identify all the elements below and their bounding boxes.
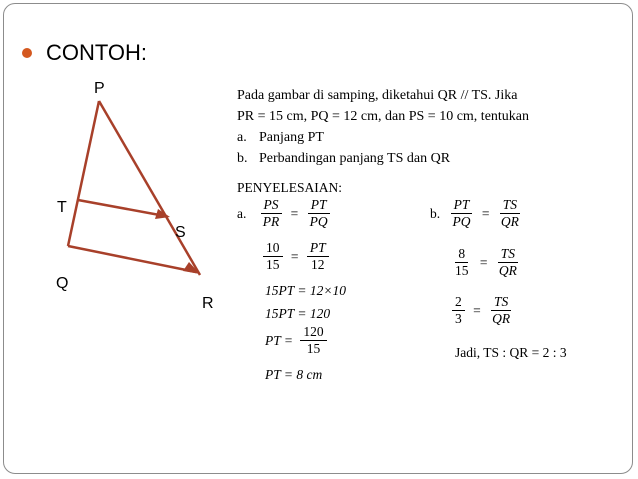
label-Q: Q (56, 275, 69, 292)
frac-den: 3 (455, 311, 462, 326)
part-a-step3: 15PT = 12×10 (265, 283, 346, 298)
item-a-text: Panjang PT (259, 130, 324, 145)
equals-sign: = (479, 254, 488, 270)
frac-num: TS (498, 246, 518, 263)
item-b-text: Perbandingan panjang TS dan QR (259, 151, 451, 166)
part-b-step1 (430, 197, 522, 230)
equals-sign: = (473, 302, 481, 318)
frac-num: 120 (300, 324, 326, 341)
step5-lhs: PT = (265, 332, 293, 348)
frac-num: PT (308, 197, 330, 214)
part-b-step3 (452, 294, 513, 327)
frac-num: TS (500, 197, 520, 214)
part-b-key: b. (430, 205, 441, 221)
side-PQ (68, 101, 99, 246)
frac-num: PS (261, 197, 282, 214)
heading-text: CONTOH: (46, 40, 148, 65)
label-S: S (175, 224, 186, 241)
side-PR (99, 101, 200, 275)
frac-num: 8 (455, 246, 468, 263)
equals-sign: = (290, 205, 299, 221)
label-T: T (57, 199, 67, 216)
frac-den: 15 (455, 263, 469, 278)
frac-den: QR (498, 263, 517, 278)
problem-line-1: Pada gambar di samping, diketahui QR // TS. Jika (237, 88, 518, 103)
part-a-step1 (237, 197, 331, 230)
part-b-conclusion: Jadi, TS : QR = 2 : 3 (455, 345, 567, 360)
frac-den: QR (492, 311, 511, 326)
frac-num: PT (307, 240, 329, 257)
part-b-step2 (452, 246, 520, 279)
problem-statement (237, 85, 529, 169)
frac-den: PQ (309, 214, 328, 229)
part-a-key: a. (237, 205, 247, 221)
label-P: P (94, 80, 105, 97)
frac-den: QR (500, 214, 519, 229)
frac-den: PQ (452, 214, 471, 229)
frac-num: 10 (263, 240, 283, 257)
part-a-step4: 15PT = 120 (265, 306, 331, 321)
item-a-key: a. (237, 130, 247, 145)
frac-den: 15 (306, 341, 321, 356)
part-a-step6: PT = 8 cm (265, 367, 323, 382)
solution-title: PENYELESAIAN: (237, 180, 342, 195)
frac-num: 2 (452, 294, 465, 311)
item-b-key: b. (237, 151, 248, 166)
equals-sign: = (290, 248, 299, 264)
part-a-step2 (263, 240, 329, 273)
frac-den: 12 (311, 257, 325, 272)
frac-num: TS (491, 294, 511, 311)
frac-num: PT (451, 197, 473, 214)
problem-item-a (237, 127, 529, 148)
segment-TS (78, 200, 165, 216)
frac-den: 15 (266, 257, 280, 272)
problem-item-b (237, 148, 529, 169)
equals-sign: = (481, 205, 490, 221)
label-R: R (202, 295, 214, 312)
side-QR (68, 246, 196, 272)
arrowhead-QR-icon (183, 262, 200, 274)
problem-line-2: PR = 15 cm, PQ = 12 cm, dan PS = 10 cm, tentukan (237, 109, 530, 124)
frac-den: PR (262, 214, 280, 229)
part-a-step5 (265, 324, 327, 357)
